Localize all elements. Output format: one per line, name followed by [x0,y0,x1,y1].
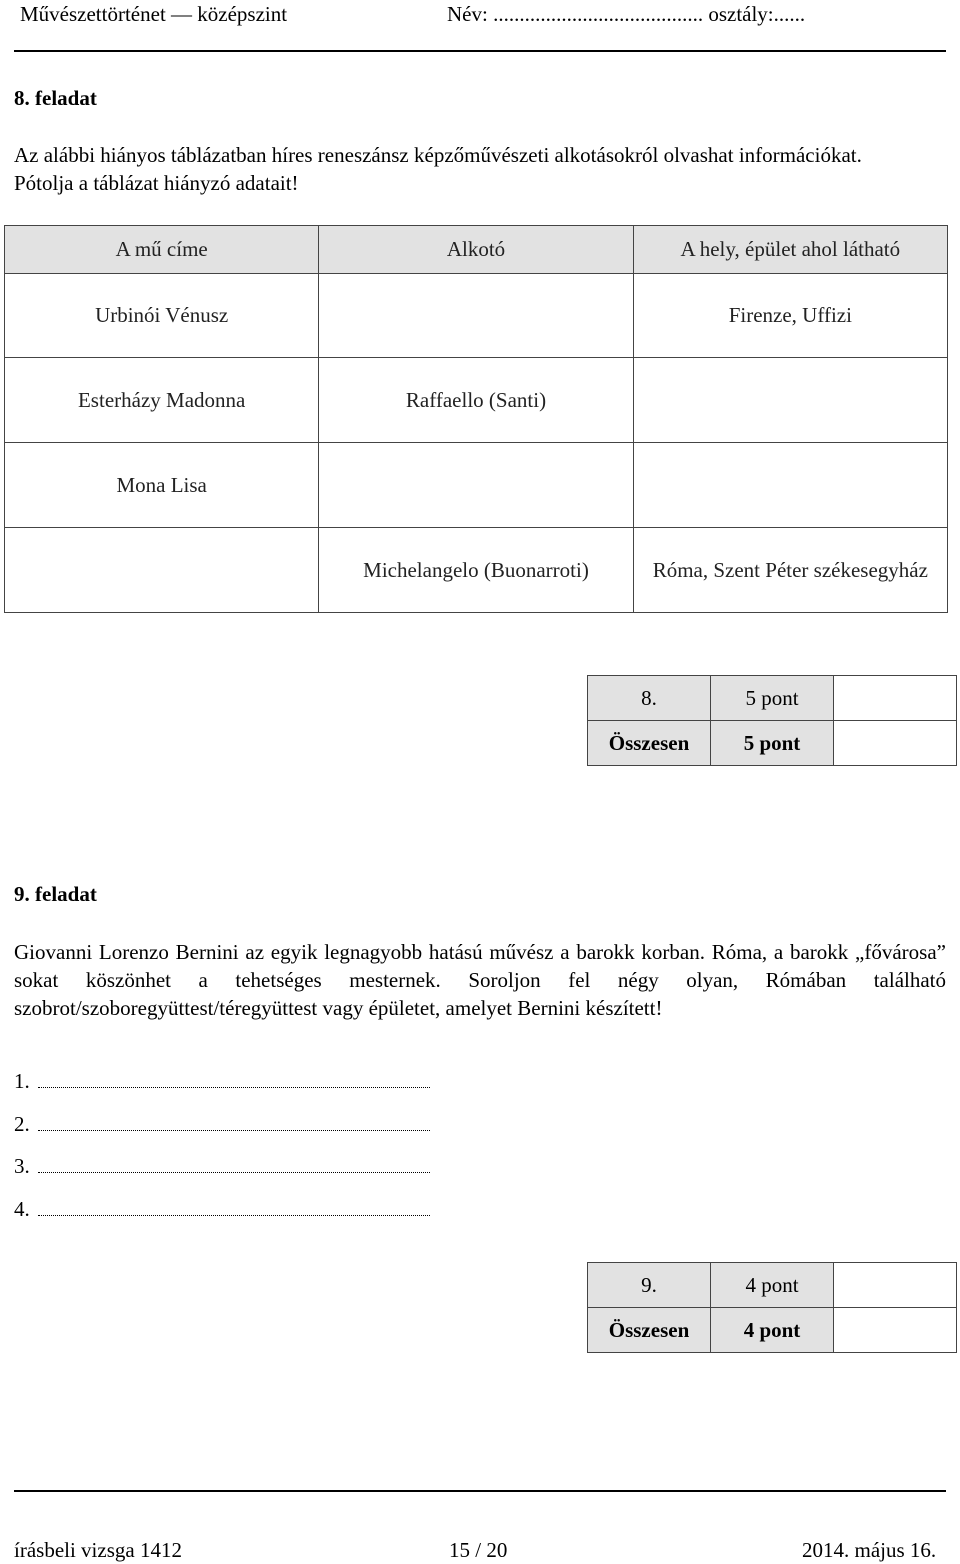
footer-exam: írásbeli vizsga 1412 [14,1538,182,1562]
header-subject: Művészettörténet — középszint [20,2,288,26]
cell-location-blank[interactable] [633,443,947,528]
cell-artist: Raffaello (Santi) [319,358,633,443]
total-earned-field[interactable] [834,1308,957,1353]
answer-line-2[interactable] [14,1110,430,1138]
footer-date: 2014. május 16. [802,1538,937,1562]
answer-number: 2. [14,1112,30,1136]
table-row [5,443,948,528]
answer-number: 4. [14,1197,30,1221]
total-max-points: 5 pont [711,721,834,766]
answer-line-4[interactable] [14,1195,430,1223]
cell-location: Róma, Szent Péter székesegyház [633,528,947,613]
task9-score-table [587,1262,957,1353]
earned-points-field[interactable] [834,1263,957,1308]
cell-title-blank[interactable] [5,528,319,613]
task-number-label: 9. [588,1263,711,1308]
cell-title: Mona Lisa [5,443,319,528]
task9-text: Giovanni Lorenzo Bernini az egyik legnagyobb hatású művész a barokk korban. Róma, a barokk „fővárosa” sokat köszönhet a tehetséges mesternek. Soroljon fel négy olyan, Rómában található szobrot/szoboregyüttest/téregyüttest vagy épületet, amelyet Bernini készített! [14,940,946,1020]
task8-intro: Az alábbi hiányos táblázatban híres reneszánsz képzőművészeti alkotásokról olvashat információkat. Pótolja a táblázat hiányzó adatait! [14,143,862,195]
table-row [5,274,948,358]
total-label: Összesen [588,721,711,766]
cell-title: Esterházy Madonna [5,358,319,443]
answer-line-3[interactable] [14,1152,430,1180]
cell-artist-blank[interactable] [319,443,633,528]
cell-location: Firenze, Uffizi [633,274,947,358]
answer-dotted-line[interactable] [38,1069,430,1088]
cell-title: Urbinói Vénusz [5,274,319,358]
total-earned-field[interactable] [834,721,957,766]
col-header-title: A mű címe [5,226,319,274]
total-label: Összesen [588,1308,711,1353]
task8-title: 8. feladat [14,86,97,110]
task9-title: 9. feladat [14,882,97,906]
task-max-points: 4 pont [711,1263,834,1308]
task-number-label: 8. [588,676,711,721]
cell-location-blank[interactable] [633,358,947,443]
answer-dotted-line[interactable] [38,1197,430,1216]
col-header-location: A hely, épület ahol látható [633,226,947,274]
footer-page-number: 15 / 20 [449,1538,508,1562]
earned-points-field[interactable] [834,676,957,721]
cell-artist: Michelangelo (Buonarroti) [319,528,633,613]
answer-line-1[interactable] [14,1067,430,1095]
table-header-row [5,226,948,274]
answer-number: 1. [14,1069,30,1093]
answer-dotted-line[interactable] [38,1154,430,1173]
table-row [5,358,948,443]
answer-number: 3. [14,1154,30,1178]
artworks-table [4,225,948,613]
table-row [5,528,948,613]
header-name-field: Név: ........................................ osztály:...... [447,2,806,26]
task-max-points: 5 pont [711,676,834,721]
answer-dotted-line[interactable] [38,1112,430,1131]
col-header-artist: Alkotó [319,226,633,274]
total-max-points: 4 pont [711,1308,834,1353]
footer-rule [14,1490,946,1492]
header-rule [14,50,946,52]
task8-score-table [587,675,957,766]
cell-artist-blank[interactable] [319,274,633,358]
